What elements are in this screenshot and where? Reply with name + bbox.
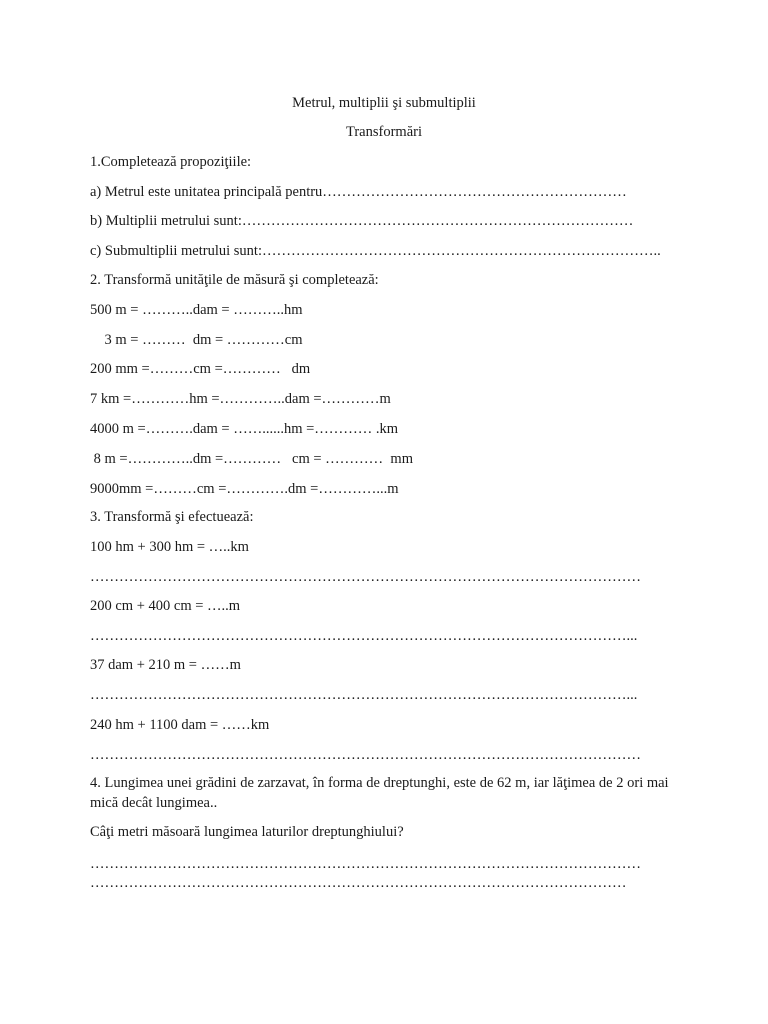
exercise-1-item-b: b) Multiplii metrului sunt:……………………………………………………………………… <box>90 213 634 229</box>
exercise-2-row: 9000mm =………cm =………….dm =…………...m <box>90 481 399 497</box>
exercise-4-problem: 4. Lungimea unei grădini de zarzavat, în forma de dreptunghi, este de 62 m, iar lăţimea de 2 ori mai mică decât lungimea.. <box>90 775 669 811</box>
exercise-2-row: 500 m = ………..dam = ………..hm <box>90 302 303 318</box>
exercise-3-expression: 240 hm + 1100 dam = ……km <box>90 717 270 733</box>
exercise-2-row: 8 m =…………..dm =………… cm = ………… mm <box>90 451 413 467</box>
exercise-2-row: 7 km =…………hm =…………..dam =…………m <box>90 391 391 407</box>
exercise-4-answer-line: …………………………………………………………………………………………………… <box>90 856 641 872</box>
exercise-1-item-a: a) Metrul este unitatea principală pentru……………………………………………………… <box>90 184 627 200</box>
exercise-3-answer-line: …………………………………………………………………………………………………... <box>90 628 638 644</box>
exercise-3-answer-line: …………………………………………………………………………………………………... <box>90 687 638 703</box>
document-subtitle: Transformări <box>346 124 422 140</box>
exercise-4-answer-line: ………………………………………………………………………………………………… <box>90 875 627 891</box>
exercise-3-answer-line: …………………………………………………………………………………………………… <box>90 747 641 763</box>
exercise-3-expression: 100 hm + 300 hm = …..km <box>90 539 249 555</box>
exercise-2-row: 3 m = ……… dm = …………cm <box>90 332 303 348</box>
exercise-1-item-c: c) Submultiplii metrului sunt:……………………………………………………………………….. <box>90 243 661 259</box>
exercise-3-heading: 3. Transformă şi efectuează: <box>90 509 254 525</box>
exercise-3-answer-line: …………………………………………………………………………………………………… <box>90 569 641 585</box>
exercise-2-row: 200 mm =………cm =………… dm <box>90 361 311 377</box>
exercise-4-question: Câţi metri măsoară lungimea laturilor dreptunghiului? <box>90 824 404 840</box>
exercise-1-heading: 1.Completează propoziţiile: <box>90 154 252 170</box>
exercise-2-heading: 2. Transformă unităţile de măsură şi completează: <box>90 272 379 288</box>
exercise-3-expression: 200 cm + 400 cm = …..m <box>90 598 241 614</box>
document-title: Metrul, multiplii şi submultiplii <box>292 95 476 111</box>
exercise-2-row: 4000 m =……….dam = ……......hm =………… .km <box>90 421 399 437</box>
exercise-3-expression: 37 dam + 210 m = ……m <box>90 657 241 673</box>
